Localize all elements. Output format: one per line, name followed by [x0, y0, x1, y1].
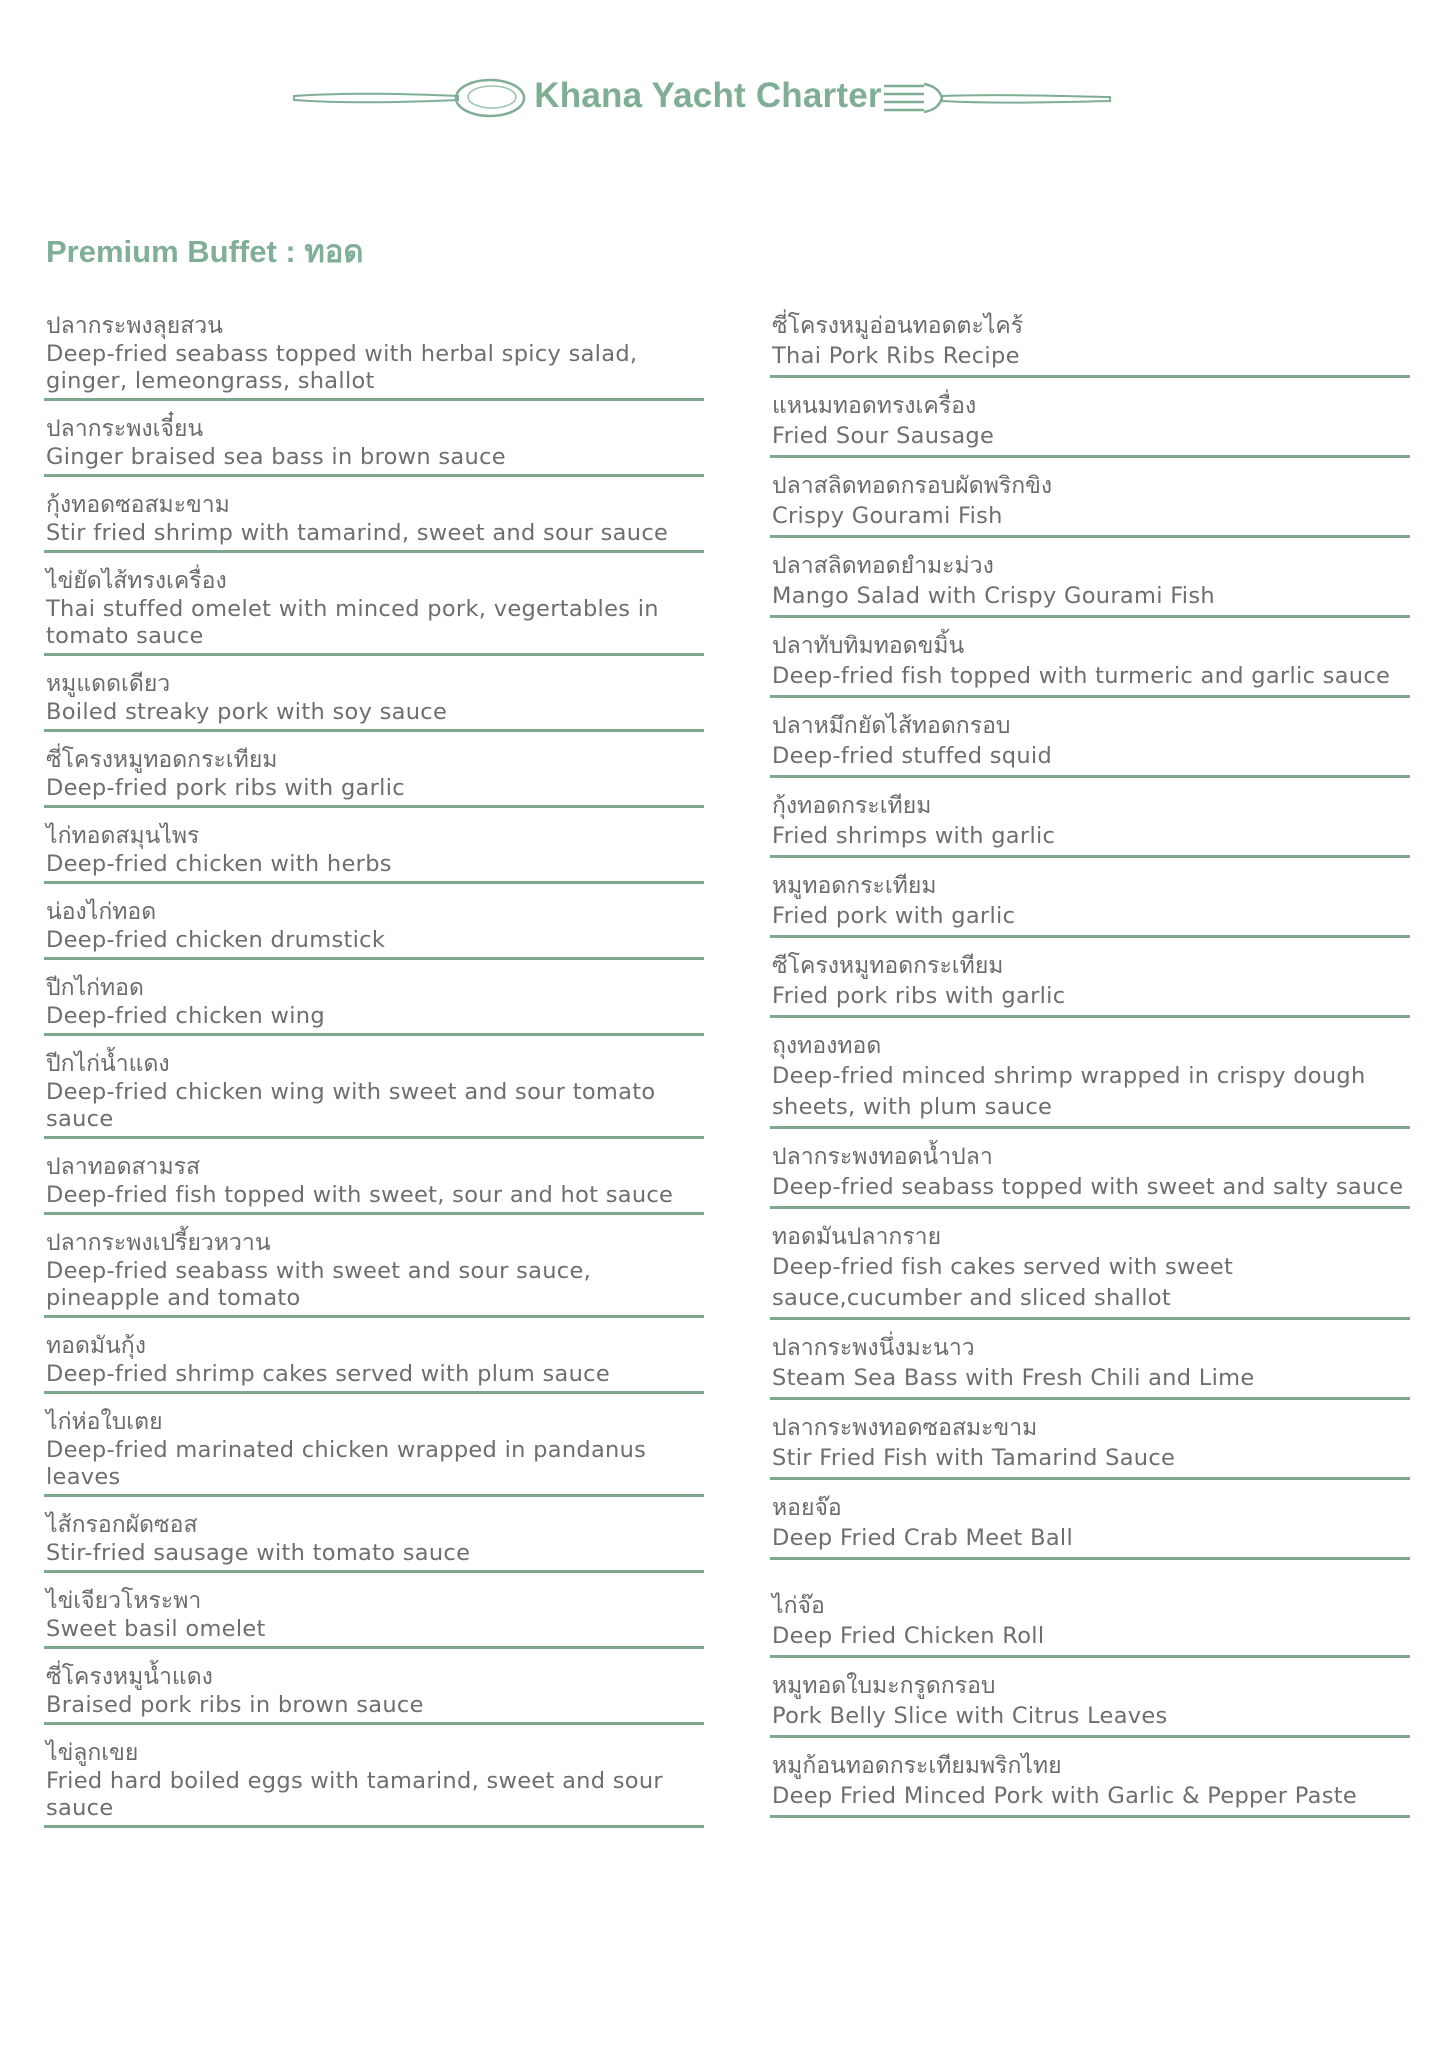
english-description: Deep-fried fish cakes served with sweet sauce,cucumber and sliced shallot — [772, 1254, 1234, 1311]
thai-dish-name: ปลาทอดสามรส — [46, 1154, 201, 1180]
thai-dish-name: ทอดมันกุ้ง — [46, 1333, 146, 1359]
menu-item — [44, 411, 704, 477]
thai-dish-name: หมูทอดกระเทียม — [772, 873, 937, 899]
menu-item — [770, 308, 1410, 378]
menu-item — [44, 1735, 704, 1828]
english-description: Deep-fried chicken wing — [46, 1003, 325, 1029]
english-description: Deep-fried shrimp cakes served with plum sauce — [46, 1361, 610, 1387]
menu-column-left — [44, 308, 704, 1838]
english-description: Stir fried shrimp with tamarind, sweet and sour sauce — [46, 520, 669, 546]
menu-item — [770, 628, 1410, 698]
thai-dish-name: ถุงทองทอด — [772, 1033, 882, 1059]
thai-dish-name: ซี่โครงหมูอ่อนทอดตะไคร้ — [772, 313, 1024, 339]
menu-item — [770, 948, 1410, 1018]
thai-dish-name: ซี่โครงหมูทอดกระเทียม — [46, 747, 278, 773]
thai-dish-name: ปลาสลิดทอดกรอบผัดพริกขิง — [772, 473, 1053, 499]
menu-item — [770, 1588, 1410, 1658]
menu-item — [44, 1328, 704, 1394]
thai-dish-name: ปลากระพงทอดน้ำปลา — [772, 1144, 993, 1170]
english-description: Pork Belly Slice with Citrus Leaves — [772, 1703, 1168, 1729]
menu-column-right — [770, 308, 1410, 1828]
menu-item — [770, 1410, 1410, 1480]
english-description: Deep-fried minced shrimp wrapped in crispy dough sheets, with plum sauce — [772, 1063, 1366, 1120]
menu-item — [770, 1490, 1410, 1560]
thai-dish-name: ไส้กรอกผัดซอส — [46, 1512, 198, 1538]
english-description: Fried Sour Sausage — [772, 423, 995, 449]
menu-item — [770, 1668, 1410, 1738]
english-description: Fried pork ribs with garlic — [772, 983, 1066, 1009]
english-description: Deep Fried Crab Meet Ball — [772, 1525, 1074, 1551]
thai-dish-name: ปลาหมึกยัดไส้ทอดกรอบ — [772, 713, 1011, 739]
thai-dish-name: หมูก้อนทอดกระเทียมพริกไทย — [772, 1753, 1062, 1779]
english-description: Thai Pork Ribs Recipe — [772, 343, 1020, 369]
menu-item — [770, 1748, 1410, 1818]
menu-item — [770, 1139, 1410, 1209]
english-description: Thai stuffed omelet with minced pork, vegertables in tomato sauce — [46, 596, 659, 649]
menu-item — [44, 666, 704, 732]
english-description: Deep-fried seabass with sweet and sour sauce, pineapple and tomato — [46, 1258, 592, 1311]
english-description: Deep-fried seabass topped with herbal spicy salad, ginger, lemeongrass, shallot — [46, 341, 638, 394]
english-description: Fried pork with garlic — [772, 903, 1016, 929]
menu-item — [770, 1330, 1410, 1400]
thai-dish-name: กุ้งทอดซอสมะขาม — [46, 492, 230, 518]
english-description: Deep-fried fish topped with turmeric and garlic sauce — [772, 663, 1391, 689]
thai-dish-name: ไก่จ๊อ — [772, 1593, 825, 1619]
menu-item — [44, 1046, 704, 1139]
menu-item — [770, 1219, 1410, 1320]
english-description: Deep-fried stuffed squid — [772, 743, 1053, 769]
thai-dish-name: กุ้งทอดกระเทียม — [772, 793, 932, 819]
menu-item — [770, 548, 1410, 618]
menu-item — [44, 742, 704, 808]
english-description: Deep-fried fish topped with sweet, sour and hot sauce — [46, 1182, 674, 1208]
menu-item — [44, 1404, 704, 1497]
menu-item — [44, 1659, 704, 1725]
thai-dish-name: ไข่ยัดไส้ทรงเครื่อง — [46, 568, 227, 594]
menu-item — [44, 1583, 704, 1649]
english-description: Braised pork ribs in brown sauce — [46, 1692, 424, 1718]
menu-item — [770, 388, 1410, 458]
section-title: Premium Buffet : ทอด — [46, 234, 364, 269]
thai-dish-name: ซี่โครงหมูน้ำแดง — [46, 1664, 213, 1690]
thai-dish-name: ปลาทับทิมทอดขมิ้น — [772, 633, 965, 659]
menu-item — [770, 708, 1410, 778]
english-description: Deep-fried chicken with herbs — [46, 851, 392, 877]
thai-dish-name: ไก่ห่อใบเตย — [46, 1409, 163, 1435]
menu-item — [44, 818, 704, 884]
thai-dish-name: หมูแดดเดียว — [46, 671, 171, 697]
thai-dish-name: ซีโครงหมูทอดกระเทียม — [772, 953, 1004, 979]
english-description: Deep-fried marinated chicken wrapped in pandanus leaves — [46, 1437, 647, 1490]
thai-dish-name: ปีกไก่ทอด — [46, 975, 144, 1001]
english-description: Deep-fried seabass topped with sweet and salty sauce — [772, 1174, 1404, 1200]
english-description: Steam Sea Bass with Fresh Chili and Lime — [772, 1365, 1255, 1391]
brand-title: Khana Yacht Charter — [534, 76, 882, 115]
menu-item — [44, 894, 704, 960]
thai-dish-name: หมูทอดใบมะกรูดกรอบ — [772, 1673, 996, 1699]
menu-item — [44, 308, 704, 401]
english-description: Deep-fried chicken wing with sweet and sour tomato sauce — [46, 1079, 656, 1132]
thai-dish-name: แหนมทอดทรงเครื่อง — [772, 393, 977, 419]
english-description: Fried shrimps with garlic — [772, 823, 1056, 849]
thai-dish-name: ปลากระพงลุยสวน — [46, 313, 223, 339]
menu-item — [770, 868, 1410, 938]
thai-dish-name: น่องไก่ทอด — [46, 899, 157, 925]
thai-dish-name: ปลาสลิดทอดยำมะม่วง — [772, 553, 994, 579]
menu-item — [44, 487, 704, 553]
thai-dish-name: ทอดมันปลากราย — [772, 1224, 942, 1250]
thai-dish-name: หอยจ๊อ — [772, 1495, 842, 1521]
english-description: Deep Fried Minced Pork with Garlic & Pepper Paste — [772, 1783, 1357, 1809]
menu-item — [44, 970, 704, 1036]
english-description: Deep-fried chicken drumstick — [46, 927, 386, 953]
menu-item — [770, 788, 1410, 858]
english-description: Sweet basil omelet — [46, 1616, 266, 1642]
fork-icon — [880, 70, 1120, 126]
menu-item — [770, 1028, 1410, 1129]
thai-dish-name: ไก่ทอดสมุนไพร — [46, 823, 200, 849]
menu-item — [44, 1225, 704, 1318]
thai-dish-name: ปลากระพงทอดซอสมะขาม — [772, 1415, 1038, 1441]
english-description: Mango Salad with Crispy Gourami Fish — [772, 583, 1215, 609]
thai-dish-name: ปลากระพงเปรี้ยวหวาน — [46, 1230, 271, 1256]
thai-dish-name: ปีกไก่น้ำแดง — [46, 1051, 170, 1077]
menu-item — [44, 1507, 704, 1573]
english-description: Deep Fried Chicken Roll — [772, 1623, 1045, 1649]
menu-item — [44, 563, 704, 656]
english-description: Boiled streaky pork with soy sauce — [46, 699, 448, 725]
english-description: Fried hard boiled eggs with tamarind, sweet and sour sauce — [46, 1768, 663, 1821]
english-description: Stir-fried sausage with tomato sauce — [46, 1540, 471, 1566]
header — [290, 70, 1110, 126]
thai-dish-name: ไข่ลูกเขย — [46, 1740, 139, 1766]
english-description: Stir Fried Fish with Tamarind Sauce — [772, 1445, 1176, 1471]
thai-dish-name: ปลากระพงเจี๋ยน — [46, 416, 204, 442]
menu-item — [770, 468, 1410, 538]
spoon-icon — [290, 70, 530, 126]
english-description: Crispy Gourami Fish — [772, 503, 1003, 529]
menu-item — [44, 1149, 704, 1215]
thai-dish-name: ปลากระพงนึ่งมะนาว — [772, 1335, 975, 1361]
english-description: Deep-fried pork ribs with garlic — [46, 775, 405, 801]
thai-dish-name: ไข่เจียวโหระพา — [46, 1588, 202, 1614]
english-description: Ginger braised sea bass in brown sauce — [46, 444, 506, 470]
